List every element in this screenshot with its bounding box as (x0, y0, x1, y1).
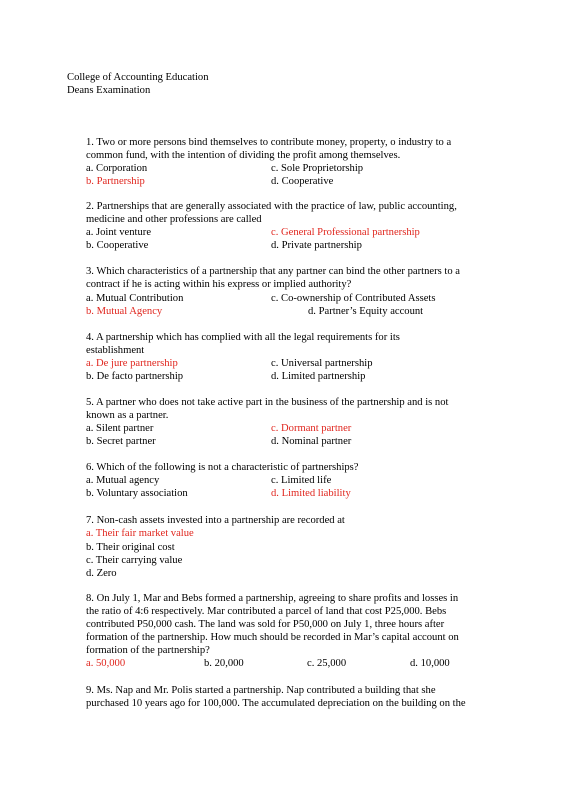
q1-choice-b-answer: b. Partnership (86, 176, 145, 187)
q2-choice-b: b. Cooperative (86, 240, 149, 251)
q4-choice-d: d. Limited partnership (271, 371, 366, 382)
question-3-text: contract if he is acting within his express or implied authority? (86, 279, 352, 290)
question-4-text: establishment (86, 345, 145, 356)
q4-choice-c: c. Universal partnership (271, 358, 373, 369)
q4-choice-a-answer: a. De jure partnership (86, 358, 178, 369)
q7-choice-a-answer: a. Their fair market value (86, 528, 194, 539)
q3-choice-a: a. Mutual Contribution (86, 293, 184, 304)
question-1-text: 1. Two or more persons bind themselves to contribute money, property, o industry to a (86, 137, 452, 148)
q4-choice-b: b. De facto partnership (86, 371, 184, 382)
q8-choice-b: b. 20,000 (204, 658, 244, 669)
q2-choice-c-answer: c. General Professional partnership (271, 227, 420, 238)
q7-choice-c: c. Their carrying value (86, 555, 183, 566)
q1-choice-c: c. Sole Proprietorship (271, 163, 364, 174)
q3-choice-d: d. Partner’s Equity account (308, 306, 424, 317)
q3-choice-b-answer: b. Mutual Agency (86, 306, 163, 317)
q1-choice-a: a. Corporation (86, 163, 148, 174)
question-9-text: 9. Ms. Nap and Mr. Polis started a partnership. Nap contributed a building that she (86, 685, 436, 696)
question-8-text: 8. On July 1, Mar and Bebs formed a partnership, agreeing to share profits and losses in (86, 593, 459, 604)
question-8-text: formation of the partnership. How much should be recorded in Mar’s capital account on (86, 632, 459, 643)
question-2-text: 2. Partnerships that are generally associated with the practice of law, public accounting, (86, 201, 457, 212)
question-4-text: 4. A partnership which has complied with all the legal requirements for its (86, 332, 400, 343)
q6-choice-d-answer: d. Limited liability (271, 488, 351, 499)
q7-choice-d: d. Zero (86, 568, 117, 579)
q5-choice-b: b. Secret partner (86, 436, 156, 447)
q8-choice-a-answer: a. 50,000 (86, 658, 126, 669)
q5-choice-a: a. Silent partner (86, 423, 154, 434)
q6-choice-b: b. Voluntary association (86, 488, 188, 499)
question-5-text: 5. A partner who does not take active part in the business of the partnership and is not (86, 397, 449, 408)
question-8-text: the ratio of 4:6 respectively. Mar contributed a parcel of land that cost P25,000. Bebs (86, 606, 447, 617)
q8-choice-d: d. 10,000 (410, 658, 450, 669)
question-8-text: formation of the partnership? (86, 645, 210, 656)
q6-choice-c: c. Limited life (271, 475, 332, 486)
exam-title: Deans Examination (67, 85, 151, 96)
question-6-text: 6. Which of the following is not a characteristic of partnerships? (86, 462, 359, 473)
question-1-text: common fund, with the intention of dividing the profit among themselves. (86, 150, 401, 161)
q1-choice-d: d. Cooperative (271, 176, 334, 187)
question-2-text: medicine and other professions are called (86, 214, 262, 225)
q2-choice-a: a. Joint venture (86, 227, 152, 238)
q8-choice-c: c. 25,000 (307, 658, 347, 669)
q7-choice-b: b. Their original cost (86, 542, 175, 553)
q2-choice-d: d. Private partnership (271, 240, 362, 251)
q5-choice-d: d. Nominal partner (271, 436, 352, 447)
q5-choice-c-answer: c. Dormant partner (271, 423, 352, 434)
question-5-text: known as a partner. (86, 410, 169, 421)
question-7-text: 7. Non-cash assets invested into a partnership are recorded at (86, 515, 345, 526)
school-name: College of Accounting Education (67, 72, 209, 83)
q6-choice-a: a. Mutual agency (86, 475, 160, 486)
q3-choice-c: c. Co-ownership of Contributed Assets (271, 293, 436, 304)
question-9-text: purchased 10 years ago for 100,000. The accumulated depreciation on the building on the (86, 698, 466, 709)
question-8-text: contributed P50,000 cash. The land was sold for P50,000 on July 1, three hours after (86, 619, 445, 630)
question-3-text: 3. Which characteristics of a partnership that any partner can bind the other partners to a (86, 266, 460, 277)
